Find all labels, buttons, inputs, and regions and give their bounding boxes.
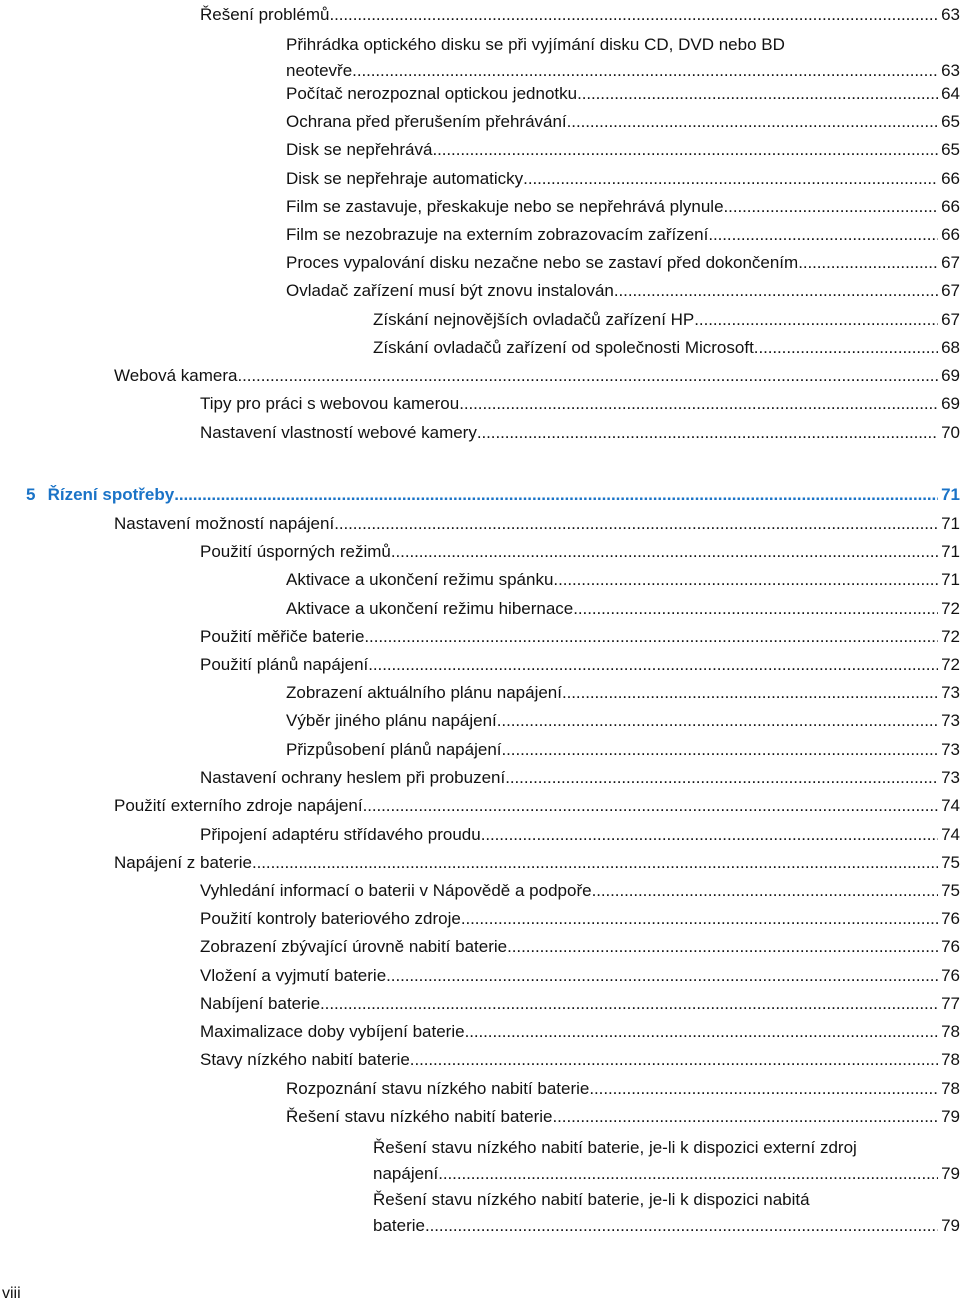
toc-entry-title: Počítač nerozpoznal optickou jednotku xyxy=(286,84,578,103)
dot-leader xyxy=(334,514,938,534)
dot-leader xyxy=(724,197,939,217)
toc-entry-title: Vyhledání informací o baterii v Nápovědě a podpoře xyxy=(200,881,592,900)
dot-leader xyxy=(708,225,938,245)
toc-page-number: 74 xyxy=(941,796,960,815)
toc-entry[interactable] xyxy=(200,627,960,647)
dot-leader xyxy=(410,1050,938,1070)
toc-entry-title: Disk se nepřehraje automaticky xyxy=(286,169,524,188)
toc-entry-title: Rozpoznání stavu nízkého nabití baterie xyxy=(286,1079,590,1098)
toc-entry[interactable] xyxy=(286,84,960,104)
dot-leader xyxy=(252,853,938,873)
dot-leader xyxy=(481,825,938,845)
toc-page-number: 72 xyxy=(941,599,960,618)
dot-leader xyxy=(461,909,938,929)
toc-entry-title: Ovladač zařízení musí být znovu instalován xyxy=(286,281,614,300)
toc-page-number: 71 xyxy=(941,542,960,561)
toc-entry[interactable] xyxy=(286,599,960,619)
toc-entry-title: Proces vypalování disku nezačne nebo se zastaví před dokončením xyxy=(286,253,799,272)
toc-entry-title: Získání nejnovějších ovladačů zařízení HP xyxy=(373,310,695,329)
dot-leader xyxy=(553,570,938,590)
toc-entry-title: Použití kontroly bateriového zdroje xyxy=(200,909,461,928)
toc-entry[interactable] xyxy=(200,937,960,957)
toc-entry-title: Tipy pro práci s webovou kamerou xyxy=(200,394,460,413)
toc-entry[interactable] xyxy=(114,796,960,816)
toc-page-number: 75 xyxy=(941,853,960,872)
toc-entry[interactable] xyxy=(200,909,960,929)
dot-leader xyxy=(352,58,938,84)
toc-page-number: 66 xyxy=(941,225,960,244)
toc-entry[interactable] xyxy=(286,1079,960,1099)
toc-entry[interactable] xyxy=(286,740,960,760)
dot-leader xyxy=(567,112,938,132)
toc-page-number: 73 xyxy=(941,711,960,730)
toc-entry[interactable] xyxy=(286,112,960,132)
toc-page-number: 72 xyxy=(941,627,960,646)
dot-leader xyxy=(438,1161,938,1187)
dot-leader xyxy=(391,542,938,562)
toc-entry-title: Řešení stavu nízkého nabití baterie, je-li k dispozici nabitá xyxy=(373,1190,810,1209)
dot-leader xyxy=(363,796,939,816)
toc-entry-title: Aktivace a ukončení režimu spánku xyxy=(286,570,554,589)
toc-page-number: 68 xyxy=(941,338,960,357)
toc-entry-title: Disk se nepřehrává xyxy=(286,140,433,159)
toc-entry[interactable] xyxy=(286,169,960,189)
dot-leader xyxy=(329,5,938,25)
dot-leader xyxy=(694,310,938,330)
toc-entry[interactable] xyxy=(200,768,960,788)
toc-entry-title: Film se zastavuje, přeskakuje nebo se nepřehrává plynule xyxy=(286,197,724,216)
toc-entry[interactable] xyxy=(200,881,960,901)
dot-leader xyxy=(553,1107,939,1127)
toc-entry-title: Připojení adaptéru střídavého proudu xyxy=(200,825,481,844)
toc-page-number: 77 xyxy=(941,994,960,1013)
toc-entry-title: Zobrazení aktuálního plánu napájení xyxy=(286,683,562,702)
toc-page-number: 63 xyxy=(941,5,960,24)
toc-entry[interactable] xyxy=(200,655,960,675)
toc-entry-title: Přizpůsobení plánů napájení xyxy=(286,740,502,759)
toc-entry-title: Použití externího zdroje napájení xyxy=(114,796,363,815)
toc-entry[interactable] xyxy=(200,423,960,443)
dot-leader xyxy=(459,394,938,414)
toc-page-number: 79 xyxy=(941,1164,960,1183)
dot-leader xyxy=(174,485,938,505)
toc-entry-title: Film se nezobrazuje na externím zobrazovacím zařízení xyxy=(286,225,709,244)
toc-entry[interactable] xyxy=(114,514,960,534)
toc-entry[interactable] xyxy=(286,225,960,245)
toc-page-number: 71 xyxy=(941,570,960,589)
toc-page-number: 78 xyxy=(941,1050,960,1069)
dot-leader xyxy=(505,768,938,788)
dot-leader xyxy=(237,366,938,386)
toc-entry[interactable] xyxy=(373,310,960,330)
toc-page-number: 76 xyxy=(941,937,960,956)
toc-page-number: 65 xyxy=(941,140,960,159)
toc-entry-title: Napájení z baterie xyxy=(114,853,252,872)
toc-page-number: 67 xyxy=(941,310,960,329)
toc-entry-title: Řízení spotřeby xyxy=(47,485,175,504)
toc-entry[interactable] xyxy=(373,338,960,358)
toc-entry-title: Použití plánů napájení xyxy=(200,655,369,674)
toc-entry-title: Přihrádka optického disku se při vyjímání disku CD, DVD nebo BD xyxy=(286,35,785,54)
toc-page-number: 71 xyxy=(941,485,960,504)
toc-entry[interactable] xyxy=(114,853,960,873)
toc-entry[interactable] xyxy=(286,253,960,273)
toc-entry[interactable] xyxy=(286,32,960,84)
toc-entry-title: Řešení problémů xyxy=(200,5,330,24)
toc-entry-title: Získání ovladačů zařízení od společnosti Microsoft xyxy=(373,338,754,357)
toc-page-number: 64 xyxy=(941,84,960,103)
toc-entry-title: Výběr jiného plánu napájení xyxy=(286,711,497,730)
toc-page-number: 66 xyxy=(941,169,960,188)
toc-entry[interactable] xyxy=(286,711,960,731)
toc-entry-title: Použití měřiče baterie xyxy=(200,627,365,646)
toc-page-number: 76 xyxy=(941,966,960,985)
toc-entry-title: Nastavení ochrany heslem při probuzení xyxy=(200,768,506,787)
toc-page-number: 72 xyxy=(941,655,960,674)
dot-leader xyxy=(523,169,938,189)
toc-entry[interactable] xyxy=(200,542,960,562)
toc-entry-title-continued: neotevře xyxy=(286,61,353,80)
toc-entry[interactable] xyxy=(286,683,960,703)
toc-page-number: 73 xyxy=(941,683,960,702)
toc-entry-title-continued: napájení xyxy=(373,1164,439,1183)
chapter-number: 5 xyxy=(26,485,36,504)
toc-page-number: 69 xyxy=(941,366,960,385)
toc-entry[interactable] xyxy=(114,366,960,386)
dot-leader xyxy=(754,338,938,358)
dot-leader xyxy=(477,423,938,443)
toc-page-number: 73 xyxy=(941,768,960,787)
toc-entry[interactable] xyxy=(200,994,960,1014)
toc-entry[interactable] xyxy=(373,1135,960,1187)
page-number: viii xyxy=(2,1285,21,1302)
toc-page-number: 78 xyxy=(941,1079,960,1098)
toc-entry-title: Řešení stavu nízkého nabití baterie, je-li k dispozici externí zdroj xyxy=(373,1138,857,1157)
dot-leader xyxy=(425,1213,938,1239)
toc-page-number: 69 xyxy=(941,394,960,413)
toc-entry[interactable] xyxy=(200,5,960,25)
dot-leader xyxy=(432,140,938,160)
toc-entry[interactable] xyxy=(286,197,960,217)
toc-page-number: 70 xyxy=(941,423,960,442)
toc-page-number: 66 xyxy=(941,197,960,216)
dot-leader xyxy=(614,281,938,301)
toc-entry[interactable] xyxy=(286,281,960,301)
toc-entry-title: Vložení a vyjmutí baterie xyxy=(200,966,387,985)
toc-page-number: 74 xyxy=(941,825,960,844)
dot-leader xyxy=(592,881,939,901)
dot-leader xyxy=(497,711,938,731)
toc-entry-title: Nabíjení baterie xyxy=(200,994,321,1013)
toc-entry-title: Ochrana před přerušením přehrávání xyxy=(286,112,567,131)
toc-entry-title: Použití úsporných režimů xyxy=(200,542,391,561)
toc-page-number: 79 xyxy=(941,1216,960,1235)
toc-entry-title: Nastavení možností napájení xyxy=(114,514,335,533)
dot-leader xyxy=(320,994,938,1014)
toc-entry[interactable] xyxy=(286,570,960,590)
dot-leader xyxy=(562,683,938,703)
dot-leader xyxy=(502,740,939,760)
toc-page-number: 79 xyxy=(941,1107,960,1126)
toc-entry[interactable] xyxy=(200,394,960,414)
toc-entry-title: Řešení stavu nízkého nabití baterie xyxy=(286,1107,553,1126)
toc-entry[interactable] xyxy=(286,140,960,160)
toc-entry[interactable] xyxy=(200,825,960,845)
toc-entry-title: Nastavení vlastností webové kamery xyxy=(200,423,477,442)
toc-entry-title: Zobrazení zbývající úrovně nabití baterie xyxy=(200,937,508,956)
toc-entry[interactable] xyxy=(200,1050,960,1070)
toc-entry[interactable] xyxy=(373,1187,960,1239)
toc-page-number: 65 xyxy=(941,112,960,131)
dot-leader xyxy=(573,599,938,619)
toc-page-number: 67 xyxy=(941,281,960,300)
toc-page-number: 78 xyxy=(941,1022,960,1041)
toc-entry[interactable] xyxy=(200,1022,960,1042)
dot-leader xyxy=(465,1022,939,1042)
toc-entry-title: Aktivace a ukončení režimu hibernace xyxy=(286,599,574,618)
toc-page-number: 71 xyxy=(941,514,960,533)
toc-chapter-entry[interactable] xyxy=(26,485,960,505)
dot-leader xyxy=(386,966,938,986)
dot-leader xyxy=(798,253,938,273)
toc-entry[interactable] xyxy=(200,966,960,986)
toc-page-number: 73 xyxy=(941,740,960,759)
dot-leader xyxy=(368,655,938,675)
toc-page-number: 76 xyxy=(941,909,960,928)
dot-leader xyxy=(577,84,938,104)
toc-entry[interactable] xyxy=(286,1107,960,1127)
toc-page-number: 67 xyxy=(941,253,960,272)
dot-leader xyxy=(364,627,938,647)
toc-entry-title: Webová kamera xyxy=(114,366,238,385)
dot-leader xyxy=(507,937,938,957)
toc-page-number: 63 xyxy=(941,61,960,80)
toc-entry-title: Maximalizace doby vybíjení baterie xyxy=(200,1022,465,1041)
toc-entry-title: Stavy nízkého nabití baterie xyxy=(200,1050,410,1069)
toc-page-number: 75 xyxy=(941,881,960,900)
dot-leader xyxy=(589,1079,938,1099)
toc-entry-title-continued: baterie xyxy=(373,1216,425,1235)
